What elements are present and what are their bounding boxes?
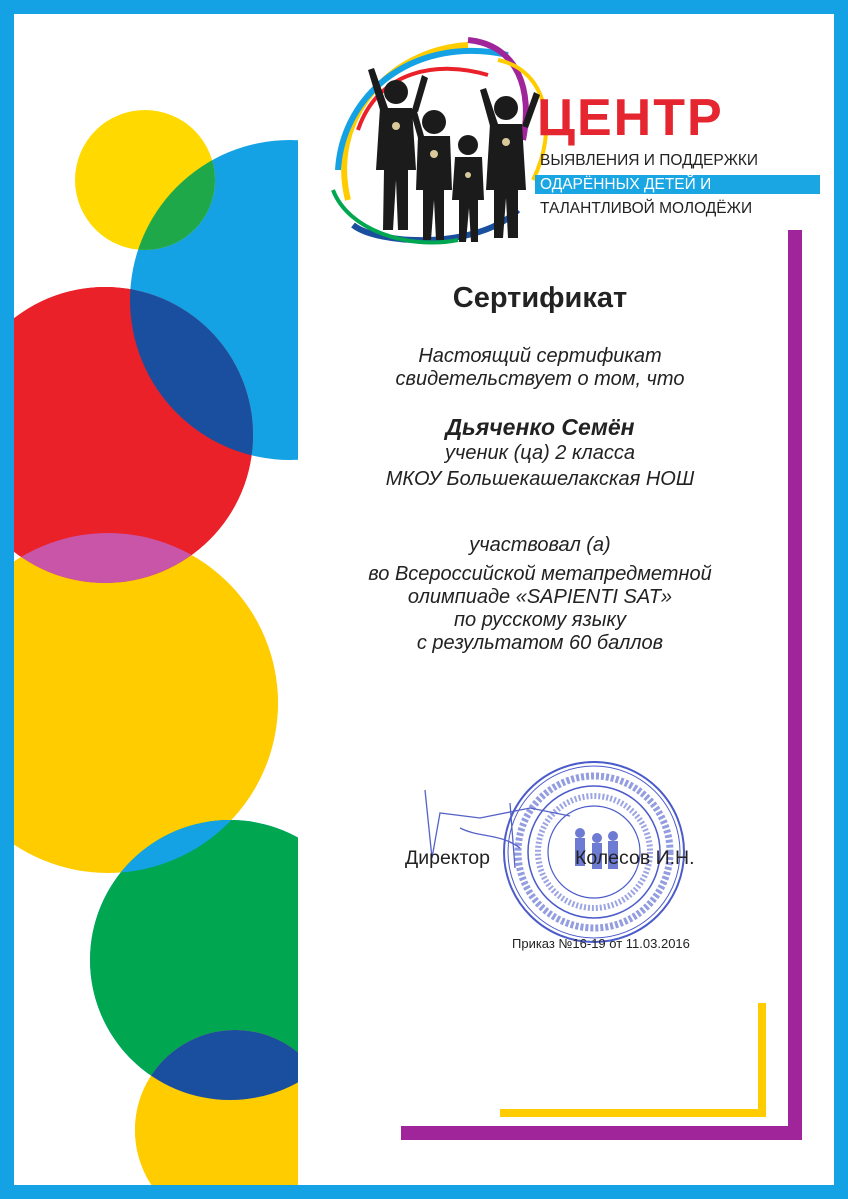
recipient-grade: ученик (ца) 2 класса xyxy=(445,442,635,464)
children-silhouettes xyxy=(368,68,540,242)
intro-line2: свидетельствует о том, что xyxy=(395,368,685,390)
order-reference: Приказ №16-19 от 11.03.2016 xyxy=(512,936,690,951)
recipient-name: Дьяченко Семён xyxy=(445,414,635,440)
director-label: Директор xyxy=(405,847,490,869)
logo-subtitle-line1: ВЫЯВЛЕНИЯ И ПОДДЕРЖКИ xyxy=(540,152,759,169)
logo-subtitle-line2: ОДАРЁННЫХ ДЕТЕЙ И xyxy=(540,176,712,193)
olympiad-line3: по русскому языку xyxy=(454,609,626,631)
director-name: Колесов И.Н. xyxy=(575,847,695,869)
intro-line1: Настоящий сертификат xyxy=(418,345,662,367)
logo-subtitle-line3: ТАЛАНТЛИВОЙ МОЛОДЁЖИ xyxy=(540,200,753,217)
certificate-title: Сертификат xyxy=(452,282,628,314)
yellow-bracket xyxy=(500,1003,762,1113)
olympiad-description xyxy=(300,563,780,655)
olympiad-line2: олимпиаде «SAPIENTI SAT» xyxy=(407,586,673,608)
olympiad-line4: с результатом 60 баллов xyxy=(416,632,664,654)
participated-text: участвовал (а) xyxy=(469,534,611,556)
logo-title: ЦЕНТР xyxy=(537,89,724,147)
olympiad-line1: во Всероссийской метапредметной xyxy=(368,563,712,585)
recipient-school: МКОУ Большекашелакская НОШ xyxy=(385,468,695,490)
certificate-intro xyxy=(300,345,780,391)
